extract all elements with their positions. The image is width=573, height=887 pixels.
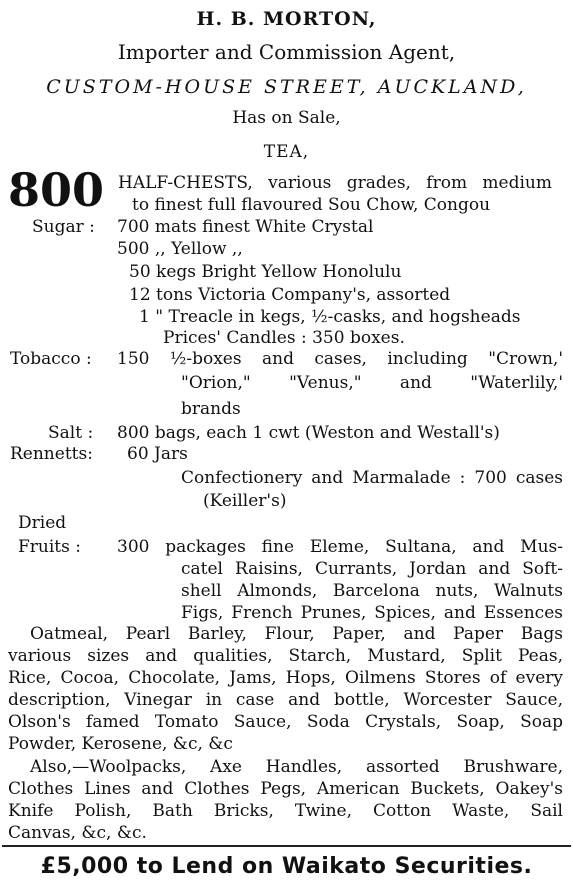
sugar-label: Sugar : (32, 217, 95, 237)
merchant-name: H. B. MORTON, (196, 8, 377, 30)
tea-line-1: HALF-CHESTS, various grades, from medium (118, 173, 552, 193)
confectionery-line-2: (Keiller's) (203, 491, 287, 511)
fruits-line-3: shell Almonds, Barcelona nuts, Walnuts (181, 581, 563, 601)
sugar-line-5: 1 " Treacle in kegs, ½-casks, and hogsheads (139, 307, 521, 327)
divider-rule (2, 845, 571, 847)
paragraph2-line-1: Also,—Woolpacks, Axe Handles, assorted Brushware, (30, 757, 563, 777)
merchant-address: CUSTOM-HOUSE STREET, AUCKLAND, (46, 76, 527, 98)
fruits-line-2: catel Raisins, Currants, Jordan and Soft- (181, 559, 563, 579)
candles-line: Prices' Candles : 350 boxes. (163, 328, 405, 348)
tobacco-label: Tobacco : (10, 349, 92, 369)
sugar-line-1: 700 mats finest White Crystal (117, 217, 374, 237)
paragraph2-line-2: Clothes Lines and Clothes Pegs, American Buckets, Oakey's (8, 779, 563, 799)
fruits-label-1: Dried (18, 513, 67, 533)
tea-heading: TEA, (263, 142, 310, 162)
fruits-line-4: Figs, French Prunes, Spices, and Essences (181, 603, 563, 623)
paragraph1-line-2: various sizes and qualities, Starch, Mustard, Split Peas, (8, 646, 563, 666)
merchant-role: Importer and Commission Agent, (117, 40, 456, 64)
tea-quantity: 800 (8, 163, 105, 217)
fruits-line-1: 300 packages fine Eleme, Sultana, and Mus- (117, 537, 563, 557)
paragraph1-line-6: Powder, Kerosene, &c, &c (8, 734, 233, 754)
tobacco-line-1: 150 ½-boxes and cases, including "Crown,' (117, 349, 563, 369)
paragraph2-line-3: Knife Polish, Bath Bricks, Twine, Cotton Waste, Sail (8, 801, 563, 821)
tea-line-2: to finest full flavoured Sou Chow, Congou (132, 195, 491, 215)
sugar-line-3: 50 kegs Bright Yellow Honolulu (129, 262, 402, 282)
paragraph1-line-4: description, Vinegar in case and bottle, Worcester Sauce, (8, 690, 563, 710)
salt-label: Salt : (48, 423, 94, 443)
sugar-line-2: 500 ,, Yellow ,, (117, 239, 243, 259)
confectionery-line-1: Confectionery and Marmalade : 700 cases (181, 468, 563, 488)
tobacco-line-2: "Orion," "Venus," and "Waterlily,' (181, 373, 563, 393)
sugar-line-4: 12 tons Victoria Company's, assorted (129, 285, 451, 305)
paragraph1-line-1: Oatmeal, Pearl Barley, Flour, Paper, and Paper Bags (30, 624, 563, 644)
footer-loan-notice: £5,000 to Lend on Waikato Securities. (40, 854, 533, 879)
paragraph1-line-3: Rice, Cocoa, Chocolate, Jams, Hops, Oilmens Stores of every (8, 668, 563, 688)
paragraph1-line-5: Olson's famed Tomato Sauce, Soda Crystals, Soap, Soap (8, 712, 563, 732)
on-sale-heading: Has on Sale, (232, 108, 341, 128)
rennetts-label: Rennetts: (10, 444, 93, 464)
rennetts-line: 60 Jars (127, 444, 188, 464)
paragraph2-line-4: Canvas, &c, &c. (8, 823, 147, 843)
fruits-label-2: Fruits : (18, 537, 81, 557)
tobacco-line-3: brands (181, 399, 241, 419)
salt-line: 800 bags, each 1 cwt (Weston and Westall's) (117, 423, 500, 443)
